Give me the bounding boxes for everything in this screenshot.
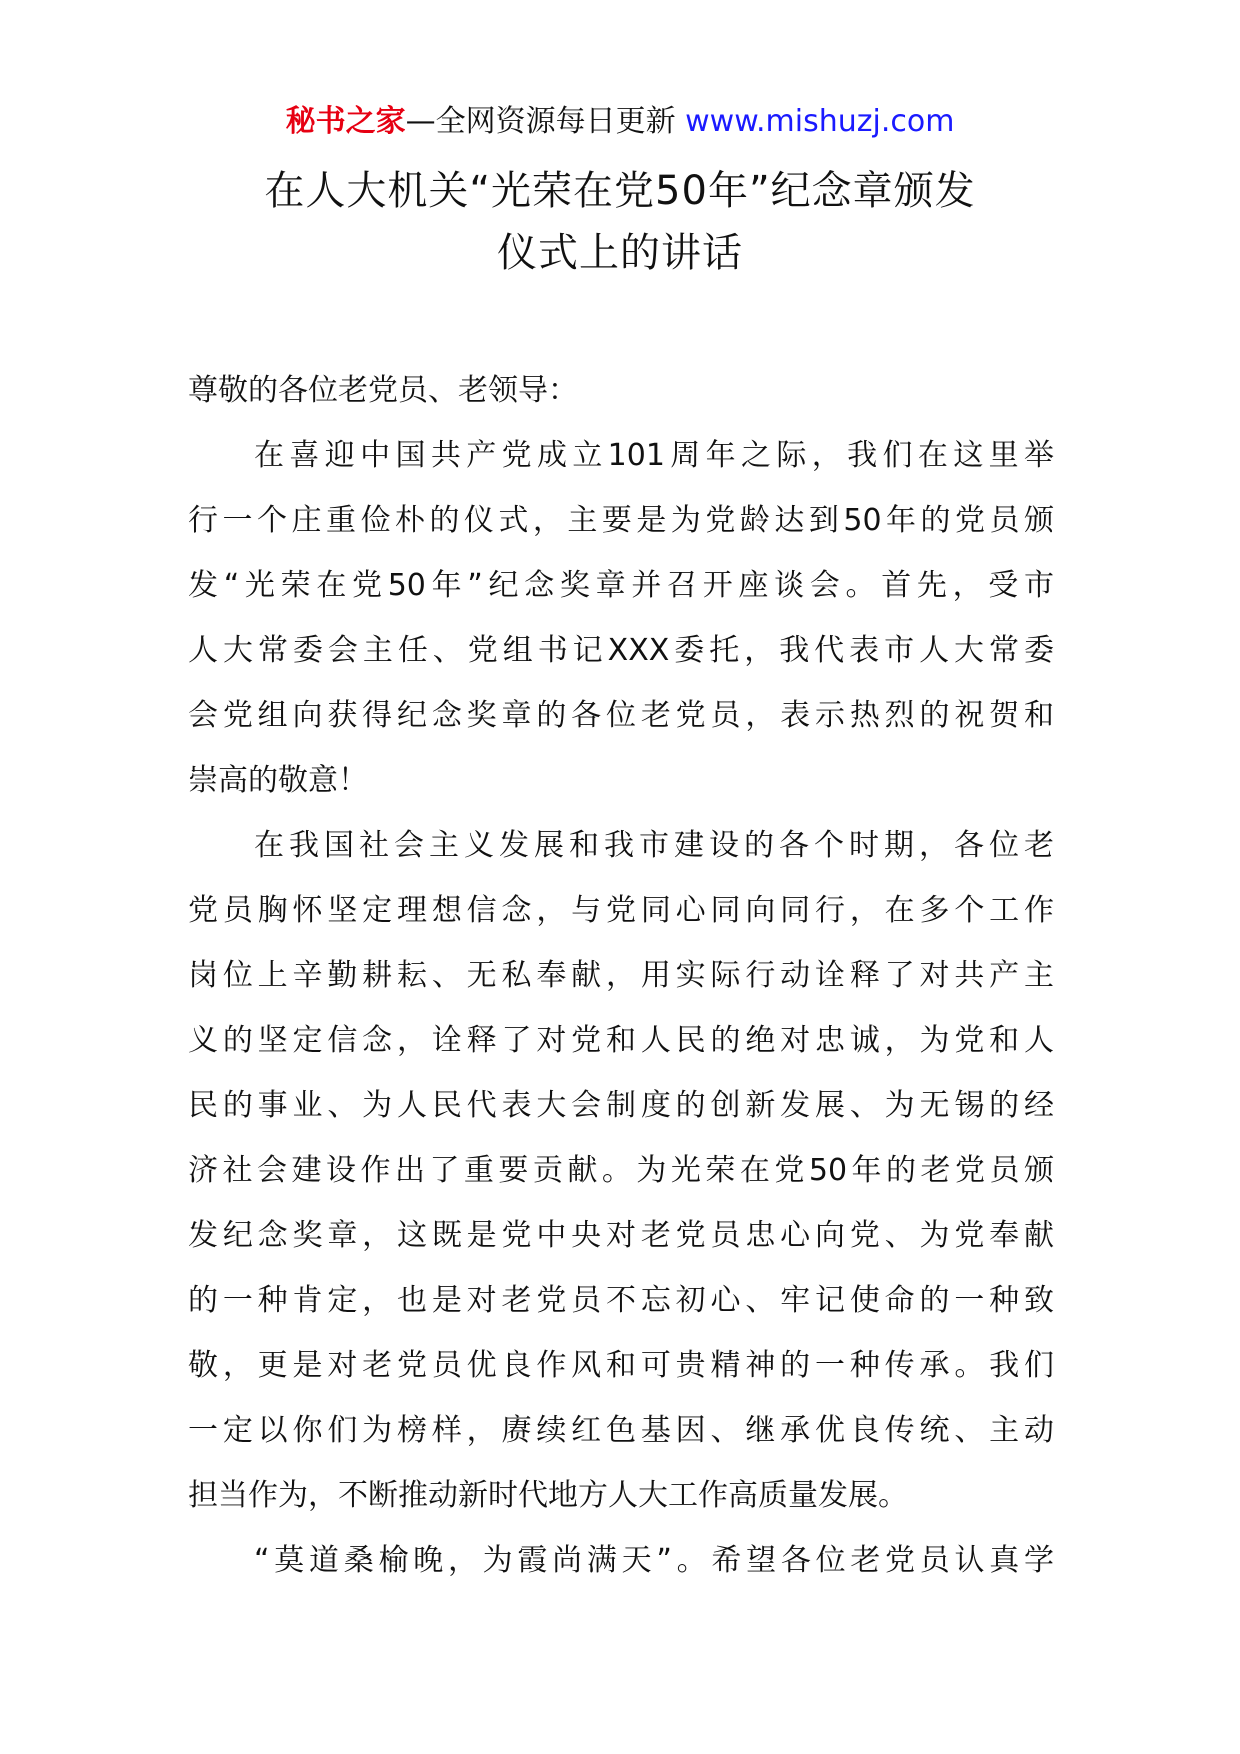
- paragraph-line: 党员胸怀坚定理想信念，与党同心同向同行，在多个工作: [188, 893, 1054, 928]
- paragraph-line: 发纪念奖章，这既是党中央对老党员忠心向党、为党奉献: [188, 1218, 1054, 1253]
- paragraph-line: 人大常委会主任、党组书记XXX委托，我代表市人大常委: [188, 633, 1054, 668]
- document-title: [150, 160, 1090, 284]
- site-tagline: —全网资源每日更新: [405, 104, 676, 139]
- paragraph-line: 岗位上辛勤耕耘、无私奉献，用实际行动诠释了对共产主: [188, 958, 1054, 993]
- paragraph-line: 担当作为，不断推动新时代地方人大工作高质量发展。: [188, 1478, 908, 1513]
- paragraph-line: 发“光荣在党50年”纪念奖章并召开座谈会。首先，受市: [188, 568, 1054, 603]
- paragraph-line: 会党组向获得纪念奖章的各位老党员，表示热烈的祝贺和: [188, 698, 1054, 733]
- paragraph-3: [188, 1528, 1054, 1593]
- paragraph-2: [188, 813, 1054, 1528]
- paragraph-line: 敬，更是对老党员优良作风和可贵精神的一种传承。我们: [188, 1348, 1054, 1383]
- paragraph-line: “莫道桑榆晚，为霞尚满天”。希望各位老党员认真学: [254, 1543, 1054, 1578]
- paragraph-line: 义的坚定信念，诠释了对党和人民的绝对忠诚，为党和人: [188, 1023, 1054, 1058]
- title-line: 在人大机关“光荣在党50年”纪念章颁发: [264, 168, 976, 214]
- salutation: [188, 358, 1054, 423]
- paragraph-line: 一定以你们为榜样，赓续红色基因、继承优良传统、主动: [188, 1413, 1054, 1448]
- paragraph-line: 济社会建设作出了重要贡献。为光荣在党50年的老党员颁: [188, 1153, 1054, 1188]
- paragraph-line: 在喜迎中国共产党成立101周年之际，我们在这里举: [254, 438, 1054, 473]
- paragraph-line: 行一个庄重俭朴的仪式，主要是为党龄达到50年的党员颁: [188, 503, 1054, 538]
- salutation-text: 尊敬的各位老党员、老领导：: [188, 373, 578, 408]
- paragraph-1: [188, 423, 1054, 813]
- site-brand: 秘书之家: [285, 104, 406, 139]
- paragraph-line: 民的事业、为人民代表大会制度的创新发展、为无锡的经: [188, 1088, 1054, 1123]
- title-line: 仪式上的讲话: [497, 230, 743, 276]
- paragraph-line: 的一种肯定，也是对老党员不忘初心、牢记使命的一种致: [188, 1283, 1054, 1318]
- document-body: [188, 358, 1054, 1593]
- site-url-link[interactable]: www.mishuzj.com: [685, 104, 955, 139]
- paragraph-line: 崇高的敬意！: [188, 763, 368, 798]
- site-header: [0, 100, 1240, 144]
- paragraph-line: 在我国社会主义发展和我市建设的各个时期，各位老: [254, 828, 1054, 863]
